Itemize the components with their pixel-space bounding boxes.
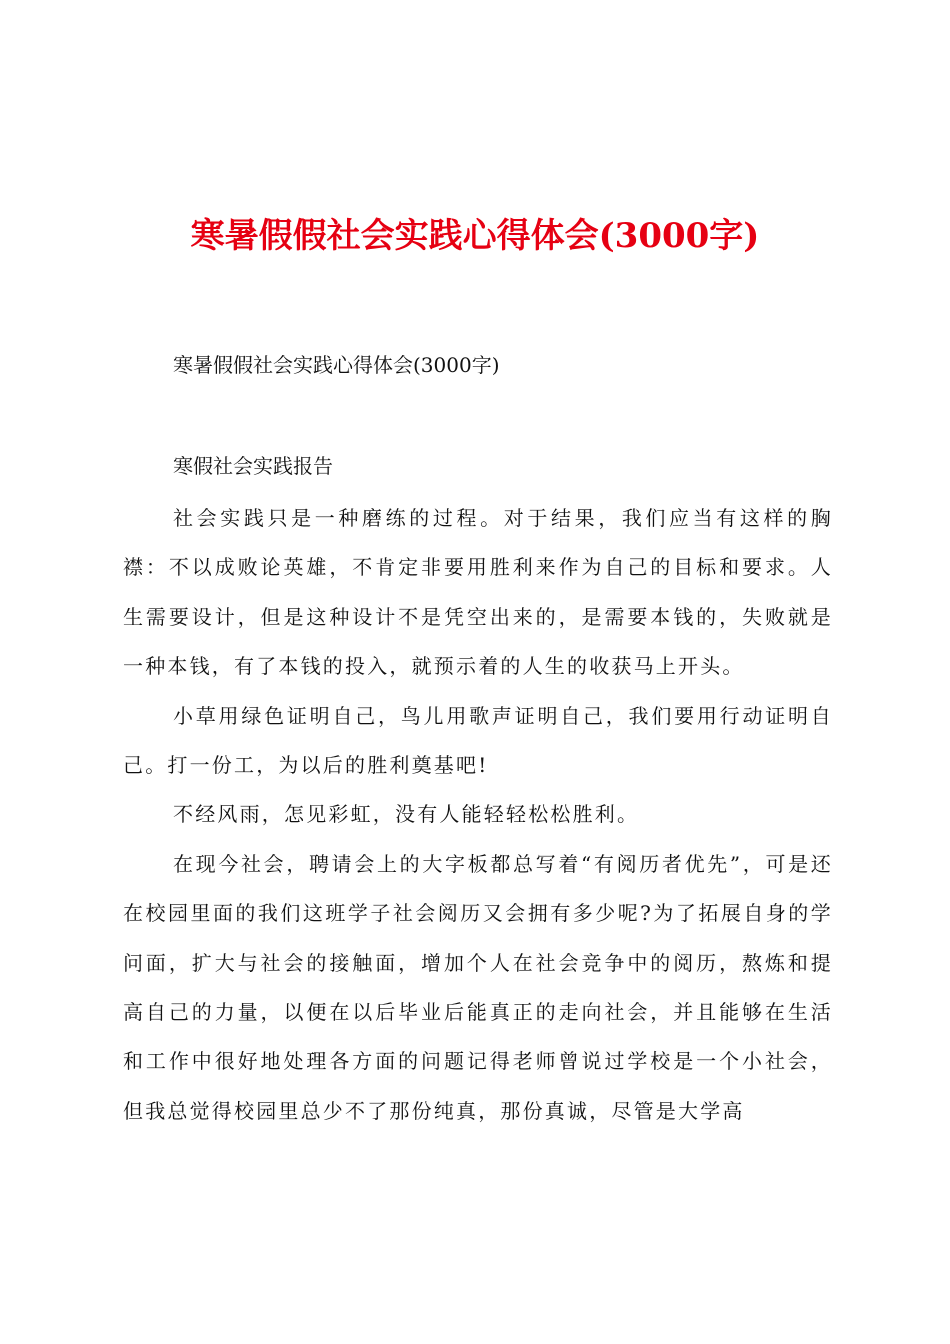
paragraph: 小草用绿色证明自己，鸟儿用歌声证明自己，我们要用行动证明自己。打一份工，为以后的胜利奠基吧! <box>123 703 833 778</box>
section-heading: 寒假社会实践报告 <box>173 454 333 478</box>
document-title: 寒暑假假社会实践心得体会(3000字) <box>190 216 760 256</box>
body-text <box>123 494 833 1136</box>
paragraph: 在现今社会，聘请会上的大字板都总写着“有阅历者优先”，可是还在校园里面的我们这班学子社会阅历又会拥有多少呢?为了拓展自身的学问面，扩大与社会的接触面，增加个人在社会竞争中的阅历，熬炼和提高自己的力量，以便在以后毕业后能真正的走向社会，并且能够在生活和工作中很好地处理各方面的问题记得老师曾说过学校是一个小社会，但我总觉得校园里总少不了那份纯真，那份真诚，尽管是大学高 <box>123 851 833 1123</box>
document-subtitle: 寒暑假假社会实践心得体会(3000字) <box>173 353 500 377</box>
paragraph: 不经风雨，怎见彩虹，没有人能轻轻松松胜利。 <box>173 802 640 827</box>
paragraph: 社会实践只是一种磨练的过程。对于结果，我们应当有这样的胸襟：不以成败论英雄，不肯定非要用胜利来作为自己的目标和要求。人生需要设计，但是这种设计不是凭空出来的，是需要本钱的，失败就是一种本钱，有了本钱的投入，就预示着的人生的收获马上开头。 <box>123 506 833 679</box>
